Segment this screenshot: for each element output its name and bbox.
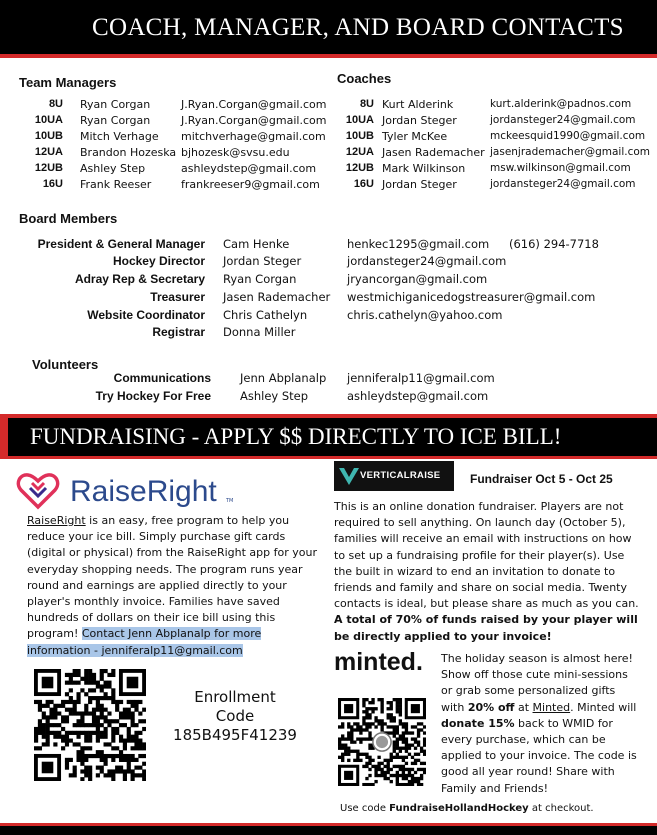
manager-name: Brandon Hozeska: [80, 146, 177, 159]
manager-email: ashleydstep@gmail.com: [181, 162, 317, 175]
header-accent: [0, 54, 657, 58]
volunteer-role: Communications: [113, 371, 211, 385]
coach-name: Jasen Rademacher: [382, 146, 485, 159]
board-role: President & General Manager: [37, 237, 205, 251]
board-role: Hockey Director: [112, 254, 205, 268]
board-name: Donna Miller: [223, 325, 296, 339]
minted-logo: minted.: [334, 648, 423, 676]
verticalraise-logo: [334, 461, 454, 491]
minted-qr-code: [338, 698, 426, 786]
verticalraise-v-icon: [338, 465, 360, 487]
manager-name: Ryan Corgan: [80, 98, 151, 111]
coach-name: Tyler McKee: [382, 130, 448, 143]
manager-name: Ryan Corgan: [80, 114, 151, 127]
footer-bar: [0, 826, 657, 835]
board-email: westmichiganicedogstreasurer@gmail.com: [347, 290, 596, 304]
board-email: jordansteger24@gmail.com: [347, 254, 507, 268]
enrollment-label-code: Code: [215, 707, 255, 725]
manager-level: 16U: [42, 178, 63, 190]
coach-level: 8U: [359, 98, 374, 110]
fundraising-accent-bottom: [0, 456, 657, 459]
manager-email: bjhozesk@svsu.edu: [181, 146, 290, 159]
header-banner: [0, 0, 657, 54]
coach-name: Kurt Alderink: [382, 98, 454, 111]
minted-code-suffix: at checkout.: [528, 803, 594, 814]
board-role: Website Coordinator: [87, 308, 205, 322]
minted-description: [441, 651, 641, 797]
manager-level: 10UB: [34, 130, 63, 142]
enrollment-block: [170, 688, 300, 745]
manager-name: Ashley Step: [80, 162, 146, 175]
volunteer-name: Jenn Abplanalp: [240, 371, 327, 385]
manager-name: Mitch Verhage: [80, 130, 159, 143]
coach-level: 12UA: [345, 146, 374, 158]
manager-email: mitchverhage@gmail.com: [181, 130, 326, 143]
coach-email: jasenjrademacher@gmail.com: [490, 146, 651, 158]
coach-email: jordansteger24@gmail.com: [490, 178, 636, 190]
team-managers-heading: Team Managers: [19, 75, 117, 90]
manager-level: 12UB: [34, 162, 63, 174]
enrollment-label: Enrollment: [194, 688, 276, 706]
volunteer-role: Try Hockey For Free: [95, 389, 211, 403]
manager-name: Frank Reeser: [80, 178, 152, 191]
raiseright-contact: Contact Jenn Abplanalp for more information - jenniferalp11@gmail.com: [27, 627, 262, 657]
coach-level: 16U: [353, 178, 374, 190]
board-name: Cam Henke: [223, 237, 290, 251]
verticalraise-bold: A total of 70% of funds raised by your player will be directly applied to your invoice!: [334, 613, 638, 643]
coach-name: Jordan Steger: [382, 114, 457, 127]
minted-link[interactable]: Minted: [532, 700, 571, 714]
raiseright-logo-text: RaiseRight: [70, 475, 217, 508]
minted-text-1: The holiday season is almost here! Show off those cute mini-sessions or grab some personalized gifts with: [441, 652, 633, 714]
board-role: Treasurer: [150, 290, 205, 304]
minted-discount: 20% off: [467, 700, 515, 714]
coach-name: Mark Wilkinson: [382, 162, 466, 175]
board-email: henkec1295@gmail.com: [347, 237, 490, 251]
board-email: chris.cathelyn@yahoo.com: [347, 308, 503, 322]
minted-text-3: . Minted will: [570, 700, 637, 714]
minted-code-line: [340, 803, 594, 814]
coach-email: jordansteger24@gmail.com: [490, 114, 636, 126]
volunteer-email: ashleydstep@gmail.com: [347, 389, 489, 403]
minted-text-2: at: [514, 700, 533, 714]
board-phone: (616) 294-7718: [509, 237, 599, 251]
volunteers-heading: Volunteers: [32, 357, 99, 372]
coach-email: kurt.alderink@padnos.com: [490, 98, 632, 110]
manager-level: 10UA: [34, 114, 63, 126]
coach-level: 10UB: [345, 130, 374, 142]
raiseright-description: [27, 513, 327, 659]
manager-level: 12UA: [34, 146, 63, 158]
board-name: Chris Cathelyn: [223, 308, 308, 322]
coach-email: msw.wilkinson@gmail.com: [490, 162, 631, 174]
board-name: Jordan Steger: [223, 254, 302, 268]
minted-text-4: back to WMID for every purchase, which can be applied to your invoice. The code is good all year round! Share with Family and Friends!: [441, 716, 637, 795]
minted-donation: donate 15%: [441, 716, 515, 730]
manager-level: 8U: [48, 98, 63, 110]
verticalraise-logo-text: VERTICALRAISE: [360, 470, 441, 481]
fundraising-banner: [0, 418, 657, 456]
manager-email: J.Ryan.Corgan@gmail.com: [181, 114, 327, 127]
board-email: jryancorgan@gmail.com: [347, 272, 488, 286]
coaches-heading: Coaches: [337, 71, 392, 86]
enrollment-code: 185B495F41239: [173, 726, 297, 744]
minted-code: FundraiseHollandHockey: [389, 803, 529, 814]
minted-code-prefix: Use code: [340, 803, 390, 814]
coach-name: Jordan Steger: [382, 178, 457, 191]
volunteer-email: jenniferalp11@gmail.com: [347, 371, 495, 385]
board-name: Ryan Corgan: [223, 272, 297, 286]
board-heading: Board Members: [19, 211, 118, 226]
verticalraise-title: Fundraiser Oct 5 - Oct 25: [470, 472, 613, 486]
coach-email: mckeesquid1990@gmail.com: [490, 130, 646, 142]
fundraising-title: FUNDRAISING - APPLY $$ DIRECTLY TO ICE BILL!: [30, 424, 562, 449]
board-role: Registrar: [152, 325, 205, 339]
board-name: Jasen Rademacher: [223, 290, 331, 304]
raiseright-tm: TM: [226, 498, 234, 504]
volunteer-name: Ashley Step: [240, 389, 309, 403]
raiseright-logo: [16, 472, 236, 512]
board-role: Adray Rep & Secretary: [74, 272, 205, 286]
page-title: COACH, MANAGER, AND BOARD CONTACTS: [92, 14, 624, 41]
manager-email: frankreeser9@gmail.com: [181, 178, 320, 191]
raiseright-body: is an easy, free program to help you reduce your ice bill. Simply purchase gift cards (digital or physical) from the RaiseRight app for your everyday shopping needs. The program runs year round and earnings are applied directly to your player's monthly invoice. Families have saved hundreds of dollars on their ice bill using this program!: [27, 514, 317, 641]
raiseright-link[interactable]: RaiseRight: [27, 514, 86, 527]
verticalraise-body: This is an online donation fundraiser. Players are not required to sell anything. On launch day (October 5), families will receive an email with instructions on how to set up a fundraising profile for their player(s). Use the built in wizard to end an invitation to donate to friends and family and share on social media. Twenty contacts is ideal, but please share as much as you can.: [334, 500, 639, 611]
coach-level: 12UB: [345, 162, 374, 174]
coach-level: 10UA: [345, 114, 374, 126]
raiseright-heart-icon: [16, 472, 60, 510]
manager-email: J.Ryan.Corgan@gmail.com: [181, 98, 327, 111]
verticalraise-description: [334, 499, 640, 645]
raiseright-qr-code: [34, 669, 146, 781]
